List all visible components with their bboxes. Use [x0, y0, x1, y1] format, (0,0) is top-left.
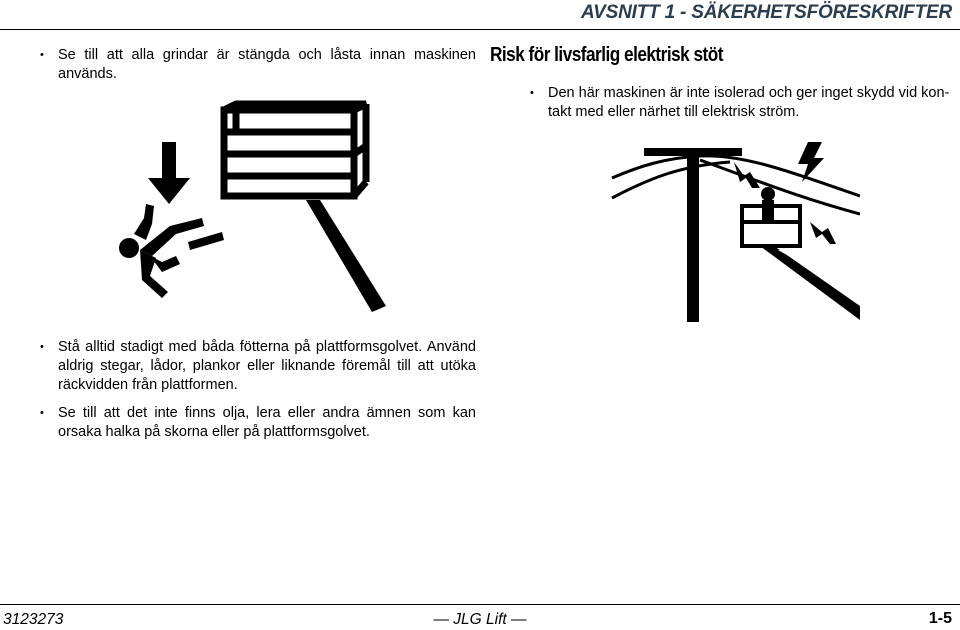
left-top-bullet-list	[36, 46, 476, 84]
worker-figure	[761, 187, 775, 224]
section-heading: Risk för livsfarlig elektrisk stöt	[490, 44, 723, 66]
falling-person-icon	[119, 204, 224, 298]
down-arrow-icon	[148, 142, 190, 204]
section-title: AVSNITT 1 - SÄKERHETSFÖRESKRIFTER	[581, 2, 952, 23]
lightning-icon	[734, 142, 836, 244]
footer-divider	[0, 604, 960, 605]
crossarm	[644, 148, 742, 156]
utility-pole	[687, 150, 699, 322]
power-line-electrocution-icon	[610, 138, 860, 322]
page-header	[0, 0, 960, 30]
right-bullet-list	[526, 84, 960, 122]
list-item: • Se till att det inte finns olja, lera eller andra ämnen som kan orsaka halka på skorna eller på plattformsgolvet.	[36, 404, 476, 442]
page-number: 1-5	[928, 610, 952, 627]
brand-name: — JLG Lift —	[433, 611, 527, 628]
list-item: • Den här maskinen är inte isolerad och ger inget skydd vid kon-takt med eller närhet till elektrisk ström.	[526, 84, 960, 122]
document-number: 3123273	[3, 611, 64, 628]
platform-cage	[224, 104, 366, 196]
header-divider	[0, 29, 960, 30]
list-item: • Se till att alla grindar är stängda och låsta innan maskinen används.	[36, 46, 476, 84]
left-bottom-bullet-list	[36, 338, 476, 442]
power-lines	[612, 156, 860, 214]
falling-person-from-platform-icon	[110, 100, 400, 315]
boom-arm	[306, 200, 386, 312]
list-item: • Stå alltid stadigt med båda fötterna på plattformsgolvet. Använd aldrig stegar, lådor, plankor eller liknande föremål till att utöka räckvidden från plattformen.	[36, 338, 476, 395]
page-footer	[0, 604, 960, 630]
